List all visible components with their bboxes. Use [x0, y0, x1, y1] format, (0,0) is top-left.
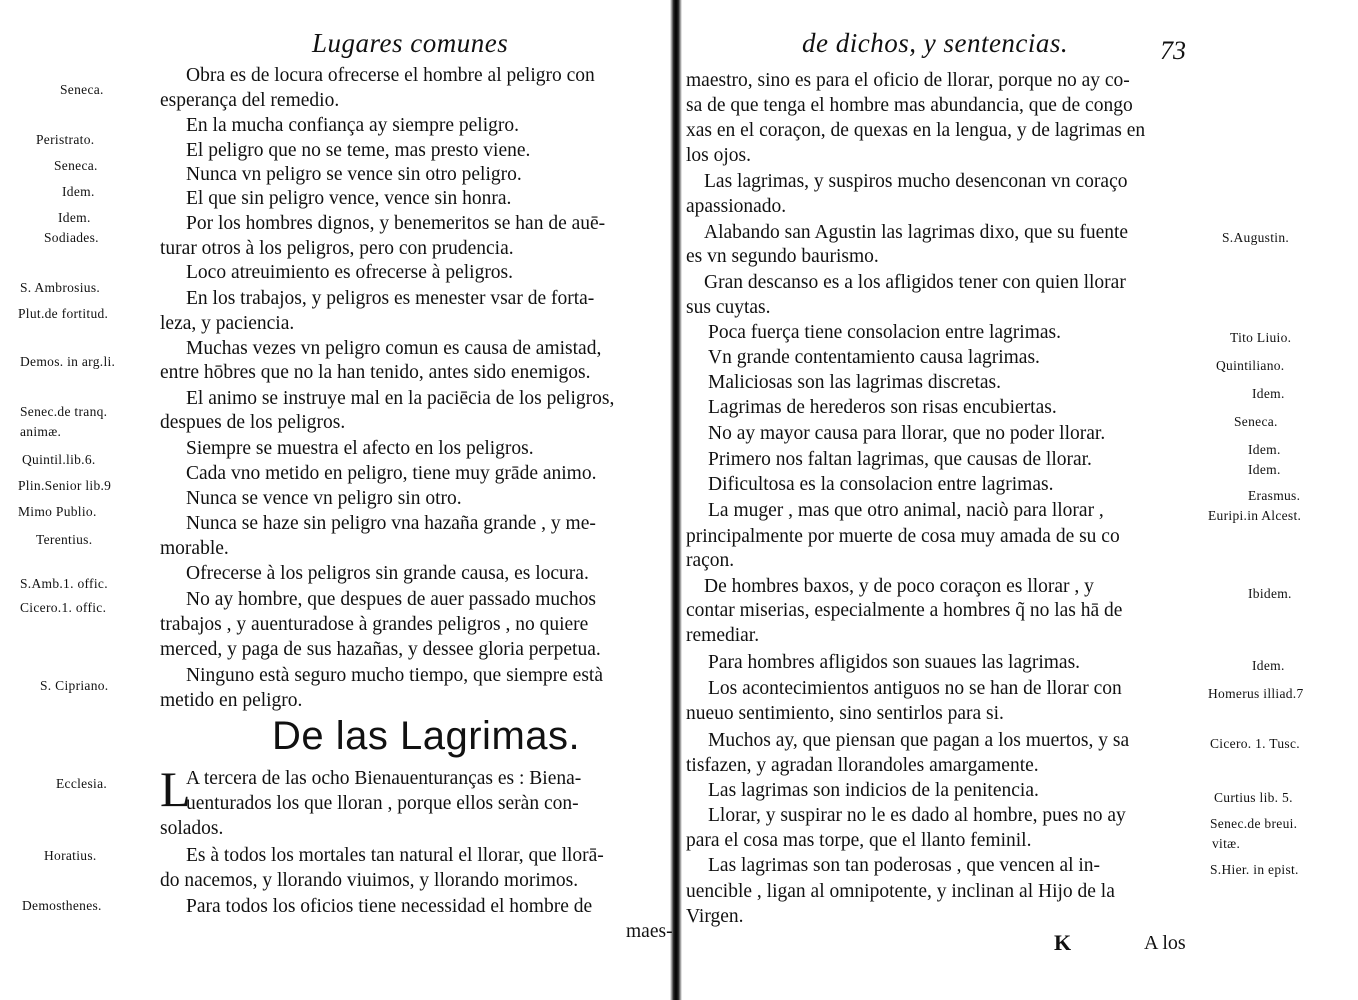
margin-note: Idem. [1248, 462, 1281, 477]
margin-note: Demosthenes. [22, 898, 102, 913]
margin-note: Demos. in arg.li. [20, 354, 116, 369]
text-line: El que sin peligro vence, vence sin honra. [186, 188, 512, 209]
margin-note: Plut.de fortitud. [18, 306, 109, 321]
text-line: maestro, sino es para el oficio de llorar, porque no ay co- [686, 70, 1130, 91]
text-line: contar miserias, especialmente a hombres q̃ no las hā de [686, 600, 1123, 621]
text-line: El peligro que no se teme, mas presto viene. [186, 140, 531, 161]
margin-note: Curtius lib. 5. [1214, 790, 1293, 805]
text-line: Muchos ay, que piensan que pagan a los muertos, y sa [708, 730, 1130, 751]
margin-note: Sodiades. [44, 230, 99, 245]
text-line: Ninguno està seguro mucho tiempo, que siempre està [186, 665, 603, 686]
margin-note: Terentius. [36, 532, 93, 547]
margin-note: S.Hier. in epist. [1210, 862, 1299, 877]
text-line: turar otros à los peligros, pero con prudencia. [160, 238, 514, 259]
margin-note: Mimo Publio. [18, 504, 97, 519]
text-line: Dificultosa es la consolacion entre lagrimas. [708, 474, 1054, 495]
text-line: Para hombres afligidos son suaues las lagrimas. [708, 652, 1081, 673]
text-line: uencible , ligan al omnipotente, y inclinan al Hijo de la [686, 881, 1115, 902]
text-line: raçon. [686, 550, 735, 571]
left-running-head: Lugares comunes [312, 28, 509, 58]
text-line: En la mucha confiança ay siempre peligro. [186, 115, 519, 136]
text-line: A tercera de las ocho Bienauenturanças es : Biena- [186, 768, 582, 789]
text-line: Por los hombres dignos, y benemeritos se han de auē- [186, 213, 606, 234]
text-line: De hombres baxos, y de poco coraçon es llorar , y [704, 576, 1094, 597]
text-line: Loco atreuimiento es ofrecerse à peligros. [186, 262, 514, 283]
text-line: remediar. [686, 625, 760, 646]
margin-note: S. Ambrosius. [20, 280, 101, 295]
margin-note: Seneca. [60, 82, 104, 97]
text-line: Siempre se muestra el afecto en los peligros. [186, 438, 534, 459]
text-line: Las lagrimas, y suspiros mucho desenconan vn coraço [704, 171, 1128, 192]
text-line: Llorar, y suspirar no le es dado al hombre, pues no ay [708, 805, 1126, 826]
text-line: Vn grande contentamiento causa lagrimas. [708, 347, 1040, 368]
margin-note: S.Augustin. [1222, 230, 1290, 245]
section-title: De las Lagrimas. [272, 714, 581, 758]
margin-note: Senec.de breui. [1210, 816, 1298, 831]
text-line: sus cuytas. [686, 297, 771, 318]
margin-note: Cicero. 1. Tusc. [1210, 736, 1300, 751]
book-gutter [670, 0, 682, 1000]
text-line: Primero nos faltan lagrimas, que causas de llorar. [708, 449, 1092, 470]
text-line: No ay hombre, que despues de auer passado muchos [186, 589, 596, 610]
catchword: A los [1144, 932, 1186, 954]
text-line: El animo se instruye mal en la paciēcia de los peligros, [186, 388, 615, 409]
text-line: La muger , mas que otro animal, naciò para llorar , [708, 500, 1104, 521]
text-line: Es à todos los mortales tan natural el llorar, que llorā- [186, 845, 604, 866]
margin-note: Idem. [1252, 386, 1285, 401]
drop-cap: L [160, 761, 191, 817]
margin-note: Idem. [1252, 658, 1285, 673]
text-line: Muchas vezes vn peligro comun es causa de amistad, [186, 338, 602, 359]
text-line: sa de que tenga el hombre mas abundancia, que de congo [686, 95, 1133, 116]
text-line: principalmente por muerte de cosa muy amada de su co [686, 526, 1120, 547]
margin-note: S. Cipriano. [40, 678, 109, 693]
text-line: Poca fuerça tiene consolacion entre lagrimas. [708, 322, 1062, 343]
margin-note: Euripi.in Alcest. [1208, 508, 1302, 523]
text-line: Cada vno metido en peligro, tiene muy grāde animo. [186, 463, 597, 484]
text-line: Nunca vn peligro se vence sin otro peligro. [186, 164, 522, 185]
text-line: tisfazen, y agradan llorandoles amargamente. [686, 755, 1039, 776]
text-line: Virgen. [686, 906, 744, 927]
text-line: Obra es de locura ofrecerse el hombre al peligro con [186, 65, 595, 86]
text-line: trabajos , y auenturadose à grandes peligros , no quiere [160, 614, 589, 635]
text-line: Maliciosas son las lagrimas discretas. [708, 372, 1001, 393]
margin-note: vitæ. [1212, 836, 1241, 851]
signature-mark: K [1054, 930, 1072, 955]
text-line: uenturados los que lloran , porque ellos seràn con- [186, 793, 579, 814]
margin-note: Horatius. [44, 848, 97, 863]
margin-note: S.Amb.1. offic. [20, 576, 108, 591]
text-line: morable. [160, 538, 229, 559]
text-line: No ay mayor causa para llorar, que no poder llorar. [708, 423, 1106, 444]
margin-note: Idem. [62, 184, 95, 199]
text-line: entre hōbres que no la han tenido, antes sido enemigos. [160, 362, 591, 383]
text-line: xas en el coraçon, de quexas en la lengua, y de lagrimas en [686, 120, 1146, 141]
text-line: para el cosa mas torpe, que el llanto feminil. [686, 830, 1032, 851]
margin-note: Quintiliano. [1216, 358, 1285, 373]
text-line: Alabando san Agustin las lagrimas dixo, que su fuente [704, 222, 1129, 243]
text-line: apassionado. [686, 196, 787, 217]
text-line: leza, y paciencia. [160, 313, 295, 334]
text-line: Nunca se vence vn peligro sin otro. [186, 488, 462, 509]
margin-note: Seneca. [1234, 414, 1278, 429]
margin-note: Homerus illiad.7 [1208, 686, 1304, 701]
text-line: Las lagrimas son tan poderosas , que vencen al in- [708, 855, 1101, 876]
margin-note: Idem. [1248, 442, 1281, 457]
margin-note: Tito Liuio. [1230, 330, 1292, 345]
margin-note: Erasmus. [1248, 488, 1301, 503]
margin-note: Idem. [58, 210, 91, 225]
text-line: Ofrecerse à los peligros sin grande causa, es locura. [186, 563, 589, 584]
text-line: esperança del remedio. [160, 90, 340, 111]
margin-note: Cicero.1. offic. [20, 600, 107, 615]
left-page [0, 0, 673, 1000]
margin-note: Peristrato. [36, 132, 95, 147]
text-line: solados. [160, 818, 224, 839]
margin-note: Plin.Senior lib.9 [18, 478, 112, 493]
margin-note: Quintil.lib.6. [22, 452, 96, 467]
text-line: metido en peligro. [160, 690, 303, 711]
text-line: Lagrimas de herederos son risas encubiertas. [708, 397, 1057, 418]
text-line: despues de los peligros. [160, 412, 346, 433]
margin-note: Ecclesia. [56, 776, 108, 791]
text-line: merced, y paga de sus hazañas, y dessee gloria perpetua. [160, 639, 601, 660]
margin-note: Ibidem. [1248, 586, 1292, 601]
text-line: Las lagrimas son indicios de la penitencia. [708, 780, 1039, 801]
margin-note: Seneca. [54, 158, 98, 173]
text-line: Gran descanso es a los afligidos tener con quien llorar [704, 272, 1126, 293]
text-line: nueuo sentimiento, sino sentirlos para si. [686, 703, 1004, 724]
page-number: 73 [1160, 36, 1186, 65]
text-line: do nacemos, y llorando viuimos, y llorando morimos. [160, 870, 579, 891]
text-line: En los trabajos, y peligros es menester vsar de forta- [186, 288, 595, 309]
text-line: Los acontecimientos antiguos no se han de llorar con [708, 678, 1122, 699]
text-line: los ojos. [686, 145, 752, 166]
text-line: es vn segundo baurismo. [686, 246, 879, 267]
right-page [682, 0, 1358, 1000]
margin-note: Senec.de tranq. [20, 404, 108, 419]
text-line: Nunca se haze sin peligro vna hazaña grande , y me- [186, 513, 596, 534]
catch-line: maes- [626, 921, 673, 942]
margin-note: animæ. [20, 424, 62, 439]
text-line: Para todos los oficios tiene necessidad el hombre de [186, 896, 593, 917]
right-running-head: de dichos, y sentencias. [802, 28, 1069, 58]
